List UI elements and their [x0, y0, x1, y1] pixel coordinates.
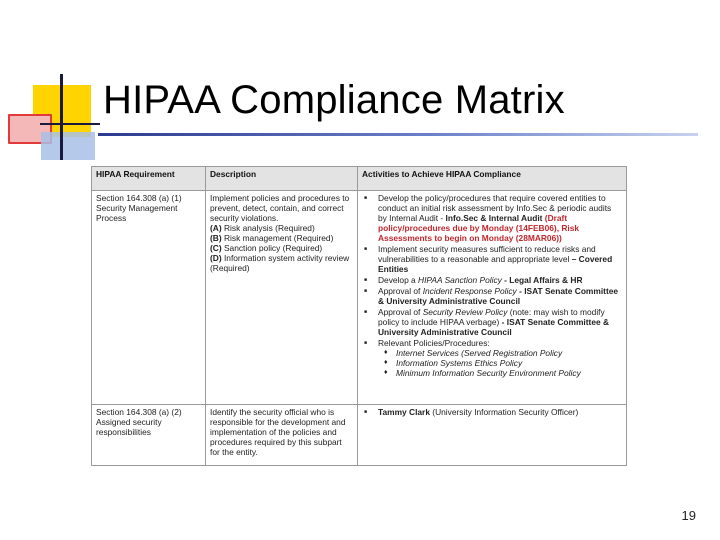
- policy-item: ♦ Internet Services (Served Registration Policy: [384, 348, 622, 358]
- decor-vertical-line: [60, 74, 63, 160]
- act3-italic: HIPAA Sanction Policy: [418, 275, 502, 285]
- row2-requirement: Section 164.308 (a) (2) Assigned security responsibilities: [92, 404, 206, 465]
- row1-desc-d: [210, 253, 353, 273]
- policy-item: ♦ Information Systems Ethics Policy: [384, 358, 622, 368]
- list-item: [362, 193, 622, 243]
- desc-d-label: (D): [210, 253, 222, 263]
- table-header-row: [92, 167, 627, 191]
- table-row: [92, 191, 627, 405]
- row2-description: Identify the security official who is responsible for the development and implementation of the policies and procedures required by this subpart for the entity.: [206, 404, 358, 465]
- act1-text: Develop the policy/procedures that require covered entities to conduct an initial risk assessment by Info.Sec & periodic audits by Internal Audit -: [378, 193, 612, 223]
- row2-activities: [358, 404, 627, 465]
- title-divider: [98, 133, 698, 136]
- act5-italic: Security Review Policy: [422, 307, 508, 317]
- act5-text: Approval of: [378, 307, 423, 317]
- act2-bold: – Covered Entities: [378, 254, 613, 274]
- desc-c-label: (C): [210, 243, 222, 253]
- header-description: Description: [206, 167, 358, 191]
- list-item: [362, 338, 622, 378]
- row2-act-bold: Tammy Clark: [378, 406, 430, 417]
- list-item: [362, 275, 622, 285]
- desc-a-label: (A): [210, 223, 222, 233]
- row1-desc-c: [210, 243, 353, 253]
- decor-blue-square: [41, 132, 95, 160]
- header-requirement: HIPAA Requirement: [92, 167, 206, 191]
- row1-desc-a: [210, 223, 353, 233]
- act5-note: (note: may wish to modify policy to include HIPAA verbage): [378, 307, 605, 327]
- row1-description: [206, 191, 358, 405]
- desc-c-text: Sanction policy (Required): [221, 243, 323, 253]
- act4-text: Approval of: [378, 286, 423, 296]
- list-item: [362, 407, 622, 417]
- row1-requirement: Section 164.308 (a) (1) Security Management Process: [92, 191, 206, 405]
- policy-item: ♦ Minimum Information Security Environment Policy: [384, 368, 622, 378]
- act2-text: Implement security measures sufficient to reduce risks and vulnerabilities to a reasonable and appropriate level: [378, 244, 596, 264]
- list-item: [362, 286, 622, 306]
- row1-activities: [358, 191, 627, 405]
- compliance-table: [91, 166, 627, 466]
- header-activities: Activities to Achieve HIPAA Compliance: [358, 167, 627, 191]
- act4-bold: - ISAT Senate Committee & University Administrative Council: [378, 286, 619, 306]
- desc-d-text: Information system activity review (Required): [210, 253, 350, 273]
- list-item: [362, 244, 622, 274]
- act3-bold: - Legal Affairs & HR: [501, 275, 583, 285]
- list-item: [362, 307, 622, 337]
- decor-horizontal-line: [40, 123, 100, 125]
- act4-italic: Incident Response Policy: [422, 286, 517, 296]
- act1-deadline: (Draft policy/procedures due by Monday (14FEB06), Risk Assessments to begin on Monday (28MAR06)): [378, 213, 580, 243]
- row1-desc-intro: Implement policies and procedures to prevent, detect, contain, and correct security violations.: [210, 193, 350, 223]
- row2-act-text: (University Information Security Officer): [429, 406, 579, 417]
- act6-text: Relevant Policies/Procedures:: [378, 338, 490, 348]
- desc-a-text: Risk analysis (Required): [221, 223, 315, 233]
- act5-bold: - ISAT Senate Committee & University Administrative Council: [378, 317, 610, 337]
- desc-b-text: Risk management (Required): [221, 233, 334, 243]
- act1-bold: Info.Sec & Internal Audit: [445, 213, 543, 223]
- act3-text: Develop a: [378, 275, 419, 285]
- desc-b-label: (B): [210, 233, 222, 243]
- row1-desc-b: [210, 233, 353, 243]
- page-number: 19: [681, 508, 696, 523]
- slide-title: HIPAA Compliance Matrix: [103, 78, 565, 122]
- table-row: [92, 404, 627, 465]
